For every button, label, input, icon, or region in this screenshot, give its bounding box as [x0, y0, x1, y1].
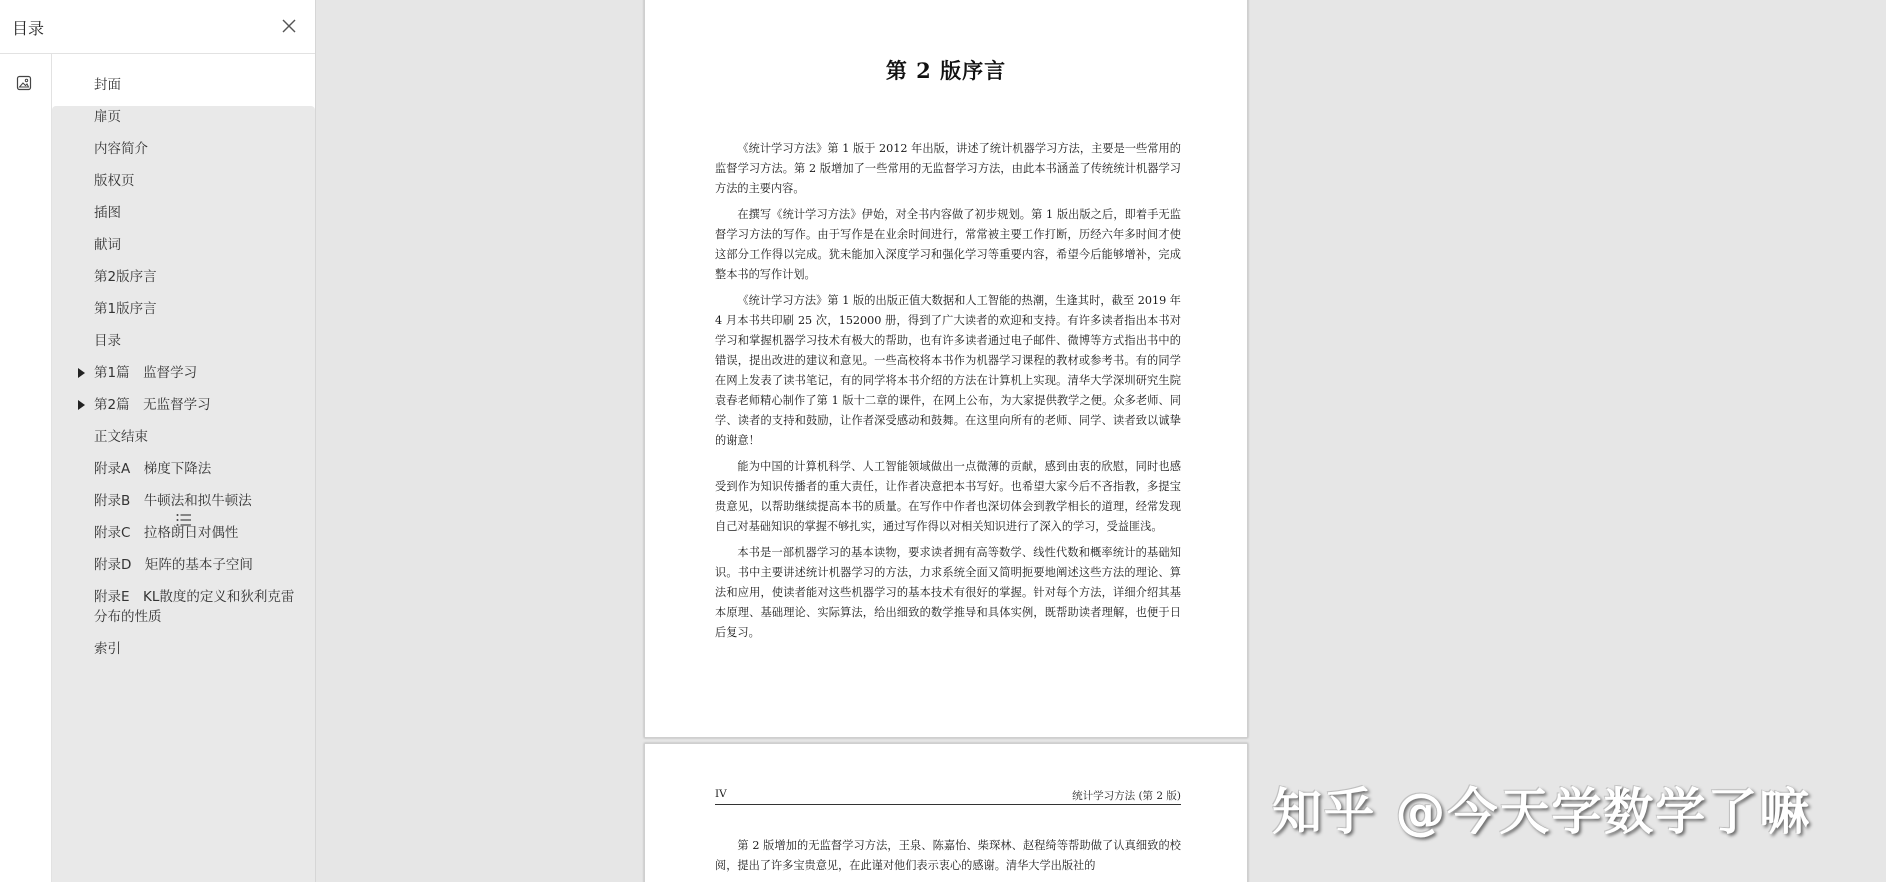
toc-item[interactable] — [94, 331, 304, 351]
toc-item[interactable] — [94, 171, 304, 191]
toc-item[interactable] — [94, 75, 304, 95]
toc-item[interactable] — [94, 267, 304, 287]
toc-item-label: 第2篇 无监督学习 — [94, 397, 211, 413]
toc-item[interactable] — [94, 523, 304, 543]
toc-item-label: 献词 — [94, 237, 121, 253]
sidebar-title: 目录 — [12, 19, 45, 38]
toc-item-expandable[interactable] — [94, 363, 304, 383]
toc-item-expandable[interactable] — [94, 395, 304, 415]
toc-item[interactable] — [94, 235, 304, 255]
page-body — [715, 836, 1181, 876]
paragraph: 能为中国的计算机科学、人工智能领域做出一点微薄的贡献，感到由衷的欣慰，同时也感受到作为知识传播者的重大责任，让作者决意把本书写好。也希望大家今后不吝指教，多提宝贵意见，以帮助继续提高本书的质量。在写作中作者也深切体会到教学相长的道理，经常发现自己对基础知识的掌握不够扎实，通过写作得以对相关知识进行了深入的学习，受益匪浅。 — [715, 460, 1181, 533]
toc-item[interactable] — [94, 491, 304, 511]
expand-caret-icon[interactable] — [78, 400, 85, 410]
toc-item-label: 正文结束 — [94, 429, 148, 445]
toc-item[interactable] — [94, 107, 304, 127]
thumbnail-view-button[interactable] — [4, 66, 44, 100]
close-icon — [279, 16, 299, 36]
toc-list — [52, 54, 315, 882]
sidebar-header — [0, 0, 315, 54]
toc-item-label: 内容简介 — [94, 141, 148, 157]
sidebar-rail — [0, 54, 52, 882]
document-page — [644, 0, 1248, 738]
paragraph: 本书是一部机器学习的基本读物，要求读者拥有高等数学、线性代数和概率统计的基础知识。书中主要讲述统计机器学习的方法，力求系统全面又简明扼要地阐述这些方法的理论、算法和应用，使读者能对这些机器学习的基本技术有很好的掌握。针对每个方法，详细介绍其基本原理、基础理论、实际算法，给出细致的数学推导和具体实例，既帮助读者理解，也便于日后复习。 — [715, 546, 1181, 639]
toc-item-label: 索引 — [94, 641, 121, 657]
toc-sidebar — [0, 0, 316, 882]
toc-item-label: 附录D 矩阵的基本子空间 — [94, 557, 253, 573]
page-title: 第 2 版序言 — [885, 58, 1007, 83]
toc-item[interactable] — [94, 427, 304, 447]
toc-item-label: 附录E KL散度的定义和狄利克雷分布的性质 — [94, 589, 295, 625]
toc-item[interactable] — [94, 299, 304, 319]
expand-caret-icon[interactable] — [78, 368, 85, 378]
paragraph: 在撰写《统计学习方法》伊始，对全书内容做了初步规划。第 1 版出版之后，即着手无监督学习方法的写作。由于写作是在业余时间进行，常常被主要工作打断，历经六年多时间才使这部分工作得以完成。犹未能加入深度学习和强化学习等重要内容，希望今后能够增补，完成整本书的写作计划。 — [715, 208, 1181, 281]
toc-item-label: 版权页 — [94, 173, 135, 189]
page-body — [715, 139, 1181, 649]
toc-item[interactable] — [94, 139, 304, 159]
toc-item-label: 封面 — [94, 77, 121, 93]
toc-item[interactable] — [94, 555, 304, 575]
toc-item-label: 目录 — [94, 333, 121, 349]
paragraph: 第 2 版增加的无监督学习方法，王泉、陈嘉怡、柴琛林、赵程绮等帮助做了认真细致的校阅，提出了许多宝贵意见，在此谨对他们表示衷心的感谢。清华大学出版社的 — [715, 839, 1181, 872]
toc-item-label: 扉页 — [94, 109, 121, 125]
toc-item-label: 附录B 牛顿法和拟牛顿法 — [94, 493, 252, 509]
toc-item[interactable] — [94, 639, 304, 659]
toc-item[interactable] — [94, 203, 304, 223]
toc-item-label: 插图 — [94, 205, 121, 221]
book-title: 统计学习方法 (第 2 版) — [1072, 790, 1181, 802]
toc-item-label: 附录C 拉格朗日对偶性 — [94, 525, 239, 541]
close-button[interactable] — [279, 16, 299, 36]
toc-item[interactable] — [94, 459, 304, 479]
watermark: 知乎 @今天学数学了嘛 — [1272, 783, 1812, 841]
paragraph: 《统计学习方法》第 1 版于 2012 年出版，讲述了统计机器学习方法，主要是一些常用的监督学习方法。第 2 版增加了一些常用的无监督学习方法，由此本书涵盖了传统统计机器学习方法的主要内容。 — [715, 142, 1181, 195]
toc-item-label: 附录A 梯度下降法 — [94, 461, 212, 477]
paragraph: 《统计学习方法》第 1 版的出版正值大数据和人工智能的热潮，生逢其时，截至 2019 年 4 月本书共印刷 25 次，152000 册，得到了广大读者的欢迎和支持。有许多读者指出本书对学习和掌握机器学习技术有极大的帮助，也有许多读者通过电子邮件、微博等方式指出书中的错误，提出改进的建议和意见。一些高校将本书作为机器学习课程的教材或参考书。有的同学在网上发表了读书笔记，有的同学将本书介绍的方法在计算机上实现。清华大学深圳研究生院袁春老师精心制作了第 1 版十二章的课件，在网上公布，为大家提供教学之便。众多老师、同学、读者的支持和鼓励，让作者深受感动和鼓舞。在这里向所有的老师、同学、读者致以诚挚的谢意！ — [715, 294, 1181, 447]
page-number: IV — [715, 788, 727, 800]
document-page — [644, 743, 1248, 882]
toc-item-label: 第1版序言 — [94, 301, 157, 317]
document-viewer[interactable] — [316, 0, 1886, 882]
toc-item[interactable] — [94, 587, 304, 627]
image-icon — [16, 75, 32, 91]
running-header — [715, 788, 1181, 805]
toc-item-label: 第1篇 监督学习 — [94, 365, 198, 381]
toc-item-label: 第2版序言 — [94, 269, 157, 285]
